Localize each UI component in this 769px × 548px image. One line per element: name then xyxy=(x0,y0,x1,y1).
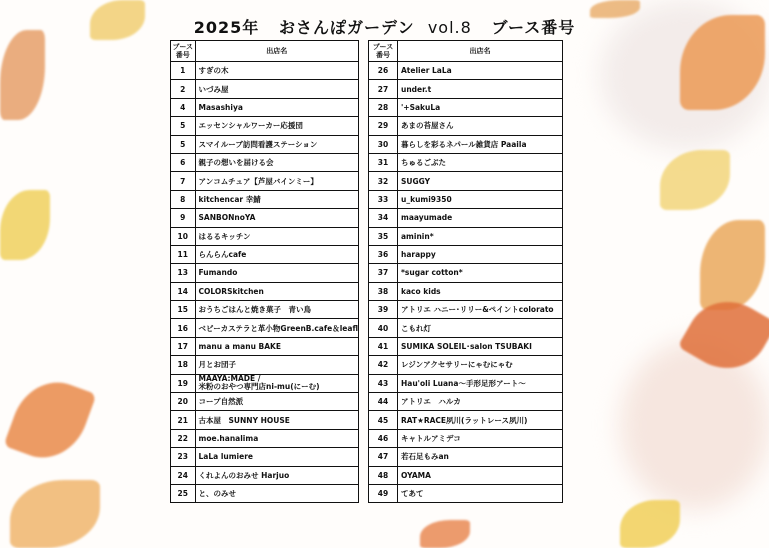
booth-number: 17 xyxy=(171,337,196,355)
shop-name: kaco kids xyxy=(398,282,563,300)
booth-number: 27 xyxy=(369,80,398,98)
table-row xyxy=(369,356,563,374)
header-number: ブース 番号 xyxy=(369,41,398,62)
table-row xyxy=(369,301,563,319)
shop-name: manu a manu BAKE xyxy=(195,337,358,355)
shop-name: すぎの木 xyxy=(195,62,358,80)
booth-number: 41 xyxy=(369,337,398,355)
shop-name: harappy xyxy=(398,245,563,263)
table-row xyxy=(369,80,563,98)
shop-name: Fumando xyxy=(195,264,358,282)
table-row xyxy=(369,62,563,80)
table-row xyxy=(171,282,359,300)
table-row xyxy=(171,62,359,80)
booth-number: 49 xyxy=(369,484,398,502)
table-row xyxy=(369,374,563,392)
booth-number: 25 xyxy=(171,484,196,502)
booth-number: 11 xyxy=(171,245,196,263)
booth-number: 15 xyxy=(171,301,196,319)
table-row xyxy=(171,484,359,502)
table-row xyxy=(369,411,563,429)
shop-name: こもれ灯 xyxy=(398,319,563,337)
shop-name: らんらんcafe xyxy=(195,245,358,263)
header-name: 出店名 xyxy=(195,41,358,62)
booth-number: 40 xyxy=(369,319,398,337)
shop-name: SANBONnoYA xyxy=(195,209,358,227)
booth-number: 32 xyxy=(369,172,398,190)
shop-name: くれよんのおみせ Harjuo xyxy=(195,466,358,484)
table-row xyxy=(369,466,563,484)
booth-number: 7 xyxy=(171,172,196,190)
shop-name: と、のみせ xyxy=(195,484,358,502)
booth-number: 2 xyxy=(171,80,196,98)
shop-name: 古本屋 SUNNY HOUSE xyxy=(195,411,358,429)
booth-number: 5 xyxy=(171,117,196,135)
booth-number: 16 xyxy=(171,319,196,337)
table-row xyxy=(369,264,563,282)
shop-name: '+SakuLa xyxy=(398,98,563,116)
booth-number: 31 xyxy=(369,153,398,171)
table-row xyxy=(369,172,563,190)
table-row xyxy=(369,393,563,411)
leaf-icon xyxy=(0,190,50,260)
booth-table-right xyxy=(368,40,563,503)
shop-name: SUMIKA SOLEIL･salon TSUBAKI xyxy=(398,337,563,355)
shop-name: 若石足もみan xyxy=(398,448,563,466)
booth-number: 46 xyxy=(369,429,398,447)
booth-number: 48 xyxy=(369,466,398,484)
shop-name: maayumade xyxy=(398,209,563,227)
shop-name: コープ自然派 xyxy=(195,393,358,411)
page-title xyxy=(0,15,769,38)
shop-name: あまの苔屋さん xyxy=(398,117,563,135)
shop-name: 月とお団子 xyxy=(195,356,358,374)
shop-name: はるるキッチン xyxy=(195,227,358,245)
booth-number: 18 xyxy=(171,356,196,374)
leaf-icon xyxy=(0,30,45,120)
booth-number: 42 xyxy=(369,356,398,374)
table-row xyxy=(171,319,359,337)
table-row xyxy=(369,429,563,447)
booth-number: 34 xyxy=(369,209,398,227)
booth-number: 29 xyxy=(369,117,398,135)
shop-name: おうちごはんと焼き菓子 青い鳥 xyxy=(195,301,358,319)
booth-number: 36 xyxy=(369,245,398,263)
booth-number: 24 xyxy=(171,466,196,484)
booth-number: 1 xyxy=(171,62,196,80)
header-name: 出店名 xyxy=(398,41,563,62)
table-row xyxy=(369,319,563,337)
booth-number: 9 xyxy=(171,209,196,227)
title-year: 2025年 xyxy=(193,18,260,37)
table-row xyxy=(369,117,563,135)
table-row xyxy=(171,264,359,282)
table-row xyxy=(171,448,359,466)
shop-name: u_kumi9350 xyxy=(398,190,563,208)
booth-number: 45 xyxy=(369,411,398,429)
booth-number: 30 xyxy=(369,135,398,153)
booth-number: 23 xyxy=(171,448,196,466)
table-row xyxy=(171,466,359,484)
shop-name: キャトルアミデコ xyxy=(398,429,563,447)
leaf-icon xyxy=(620,500,680,548)
booth-number: 43 xyxy=(369,374,398,392)
table-row xyxy=(369,484,563,502)
shop-name: LaLa lumiere xyxy=(195,448,358,466)
leaf-icon xyxy=(420,520,470,548)
booth-number: 13 xyxy=(171,264,196,282)
table-row xyxy=(171,153,359,171)
table-row xyxy=(171,429,359,447)
shop-name: OYAMA xyxy=(398,466,563,484)
booth-number: 14 xyxy=(171,282,196,300)
table-row xyxy=(171,80,359,98)
booth-number: 33 xyxy=(369,190,398,208)
title-subtitle: ブース番号 xyxy=(491,18,576,37)
table-row xyxy=(171,227,359,245)
shop-name: RAT★RACE夙川(ラットレース夙川) xyxy=(398,411,563,429)
shop-name: アトリエ ハルカ xyxy=(398,393,563,411)
shop-name: under.t xyxy=(398,80,563,98)
shop-name: moe.hanalima xyxy=(195,429,358,447)
table-row xyxy=(171,337,359,355)
leaf-icon xyxy=(3,370,96,469)
shop-name: 暮らしを彩るネパール雑貨店 Paaila xyxy=(398,135,563,153)
shop-name: エッセンシャルワーカー応援団 xyxy=(195,117,358,135)
shop-name: ちゅるごぶた xyxy=(398,153,563,171)
shop-name: *sugar cotton* xyxy=(398,264,563,282)
shop-name: SUGGY xyxy=(398,172,563,190)
table-row xyxy=(171,117,359,135)
table-row xyxy=(369,153,563,171)
shop-name: Hau'oli Luana～手形足形アート～ xyxy=(398,374,563,392)
table-row xyxy=(369,227,563,245)
table-row xyxy=(171,135,359,153)
leaf-icon xyxy=(660,150,730,210)
booth-number: 28 xyxy=(369,98,398,116)
shop-name: Masashiya xyxy=(195,98,358,116)
shop-name: ベビーカステラと革小物GreenB.cafe＆leafl xyxy=(195,319,358,337)
title-vol: vol.8 xyxy=(427,18,472,37)
booth-number: 19 xyxy=(171,374,196,392)
booth-number: 47 xyxy=(369,448,398,466)
booth-number: 6 xyxy=(171,153,196,171)
booth-number: 8 xyxy=(171,190,196,208)
booth-number: 37 xyxy=(369,264,398,282)
booth-number: 35 xyxy=(369,227,398,245)
shop-name: アンコムチュア【芦屋バインミー】 xyxy=(195,172,358,190)
watercolor-bg xyxy=(620,340,769,510)
booth-number: 5 xyxy=(171,135,196,153)
shop-name: 親子の想いを届ける会 xyxy=(195,153,358,171)
table-row xyxy=(369,190,563,208)
table-row xyxy=(171,98,359,116)
booth-number: 21 xyxy=(171,411,196,429)
booth-table-left xyxy=(170,40,359,503)
booth-number: 20 xyxy=(171,393,196,411)
leaf-icon xyxy=(700,220,765,310)
table-row xyxy=(171,245,359,263)
table-row xyxy=(369,209,563,227)
shop-name: てあて xyxy=(398,484,563,502)
shop-name: レジンアクセサリーにゃむにゃむ xyxy=(398,356,563,374)
table-row xyxy=(171,172,359,190)
booth-number: 10 xyxy=(171,227,196,245)
table-row xyxy=(171,393,359,411)
shop-name: COLORSkitchen xyxy=(195,282,358,300)
table-row xyxy=(171,190,359,208)
table-row xyxy=(369,337,563,355)
table-row xyxy=(171,411,359,429)
table-row xyxy=(171,209,359,227)
table-row xyxy=(369,98,563,116)
header-number: ブース 番号 xyxy=(171,41,196,62)
booth-number: 39 xyxy=(369,301,398,319)
table-row xyxy=(369,448,563,466)
shop-name: Atelier LaLa xyxy=(398,62,563,80)
shop-name: アトリエ ハニー･リリー&ペイントcolorato xyxy=(398,301,563,319)
booth-number: 26 xyxy=(369,62,398,80)
table-row xyxy=(171,356,359,374)
table-row xyxy=(369,282,563,300)
title-event: おさんぽガーデン xyxy=(279,18,415,37)
booth-number: 4 xyxy=(171,98,196,116)
shop-name: aminin* xyxy=(398,227,563,245)
shop-name: kitchencar 幸鯖 xyxy=(195,190,358,208)
shop-name: いづみ屋 xyxy=(195,80,358,98)
booth-number: 44 xyxy=(369,393,398,411)
booth-number: 38 xyxy=(369,282,398,300)
table-row xyxy=(171,301,359,319)
leaf-icon xyxy=(10,480,100,548)
table-row xyxy=(171,374,359,392)
booth-number: 22 xyxy=(171,429,196,447)
shop-name: スマイルーブ訪問看護ステーション xyxy=(195,135,358,153)
shop-name: MAAYA:MADE / 米粉のおやつ専門店ni-mu(にーむ) xyxy=(195,374,358,392)
table-row xyxy=(369,135,563,153)
table-row xyxy=(369,245,563,263)
